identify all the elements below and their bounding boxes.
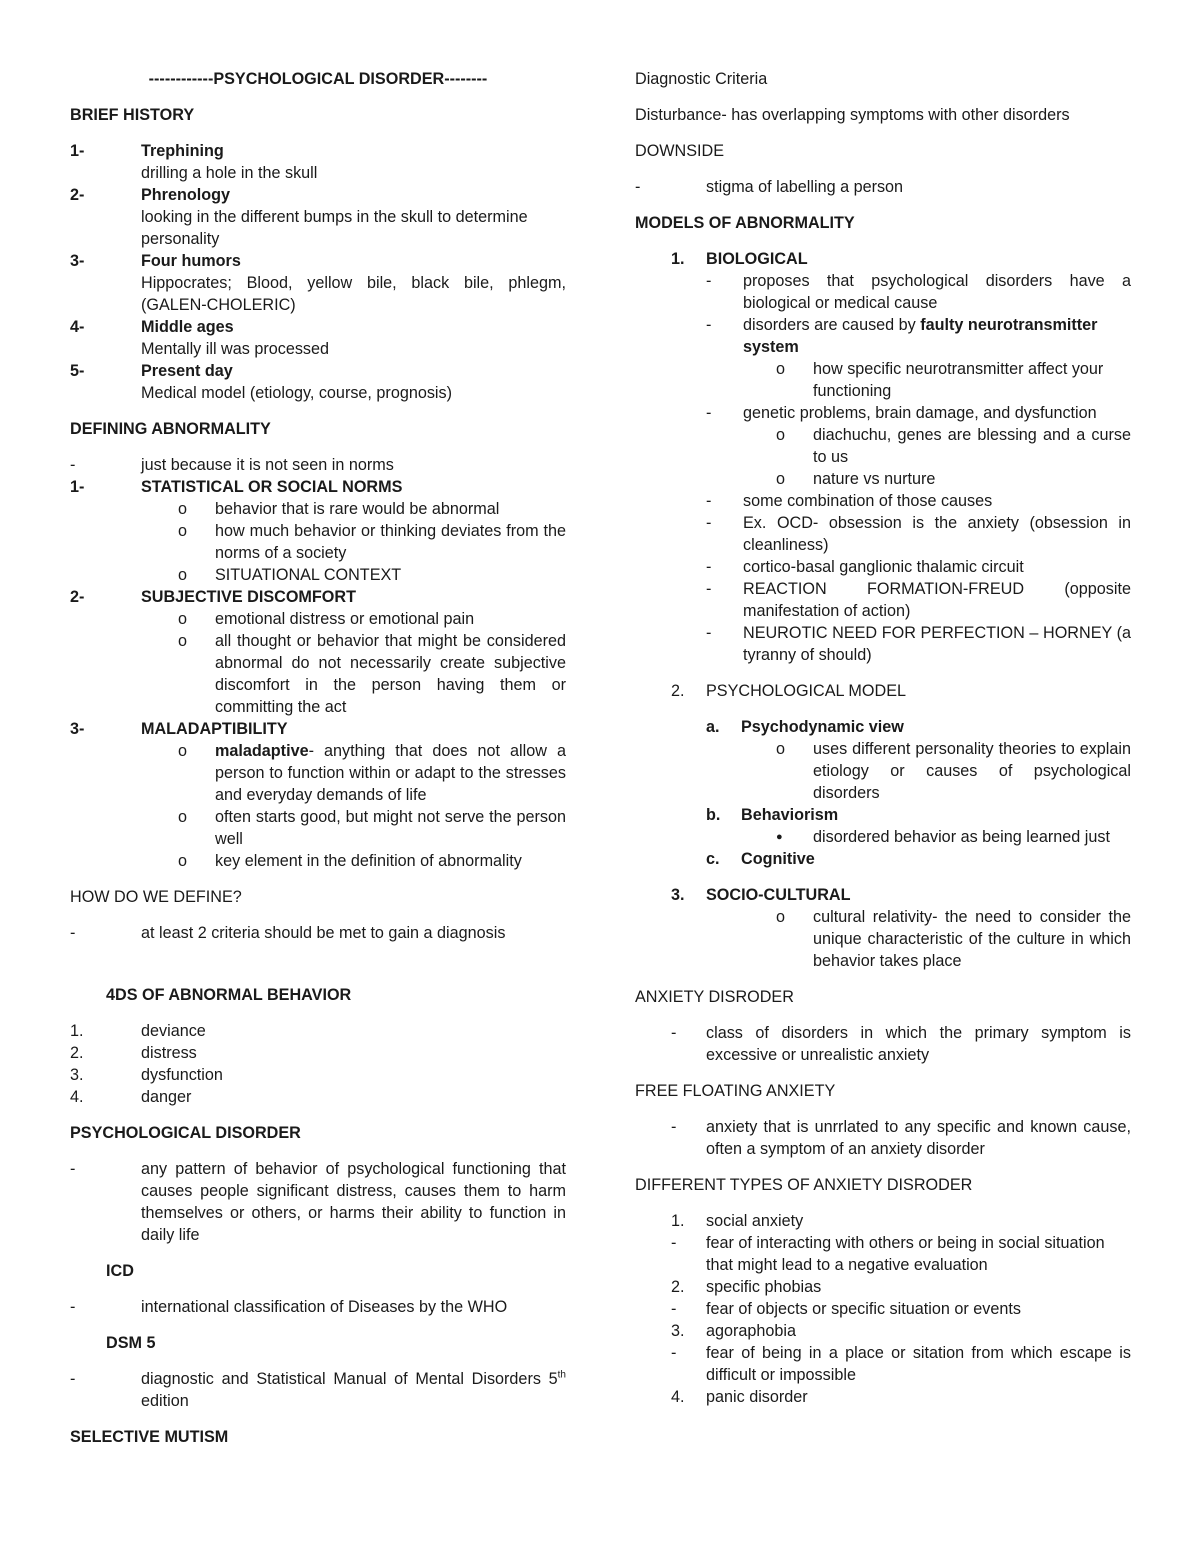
bio-bullet-1: - proposes that psychological disorders have a biological or medical cause bbox=[706, 272, 1131, 312]
defining-2-sub-2: o all thought or behavior that might be considered abnormal do not necessarily create subjective discomfort in the person having them or committing the act bbox=[178, 632, 566, 716]
defining-3-sub-1: o maladaptive- anything that does not allow a person to function within or adapt to the stresses and everyday demands of life bbox=[178, 742, 566, 804]
history-item-4: 4- Middle ages bbox=[70, 318, 234, 336]
socio-sub: o cultural relativity- the need to consider the unique characteristic of the culture in which behavior takes place bbox=[776, 908, 1131, 970]
history-item-2: 2- Phrenology bbox=[70, 186, 231, 204]
bio-bullet-3-sub-1: o diachuchu, genes are blessing and a curse to us bbox=[776, 426, 1131, 466]
history-desc-1: drilling a hole in the skull bbox=[141, 164, 318, 182]
type-1-desc: - fear of interacting with others or being in social situation that might lead to a negative evaluation bbox=[671, 1234, 1105, 1274]
icd-item: - international classification of Diseases by the WHO bbox=[70, 1298, 508, 1316]
type-2-desc: - fear of objects or specific situation or events bbox=[671, 1300, 1021, 1318]
defining-1-sub-3: o SITUATIONAL CONTEXT bbox=[178, 566, 402, 584]
icd-heading: ICD bbox=[106, 1262, 134, 1280]
anxiety-heading: ANXIETY DISRODER bbox=[635, 988, 794, 1006]
defining-1-sub-2: o how much behavior or thinking deviates from the norms of a society bbox=[178, 522, 566, 562]
downside-heading: DOWNSIDE bbox=[635, 142, 725, 160]
bio-bullet-8: - NEUROTIC NEED FOR PERFECTION – HORNEY (a tyranny of should) bbox=[706, 624, 1131, 664]
model-psychological: 2. PSYCHOLOGICAL MODEL bbox=[671, 682, 906, 700]
left-column bbox=[70, 68, 566, 1448]
psych-disorder-item: - any pattern of behavior of psychological functioning that causes people significant distress, causes them to harm themselves or others, or harms their ability to function in daily life bbox=[70, 1160, 566, 1244]
free-floating-heading: FREE FLOATING ANXIETY bbox=[635, 1082, 836, 1100]
bio-bullet-6: - cortico-basal ganglionic thalamic circuit bbox=[706, 558, 1024, 576]
defining-3-sub-2: o often starts good, but might not serve the person well bbox=[178, 808, 566, 848]
dsm-heading: DSM 5 bbox=[106, 1334, 156, 1352]
disturbance-line: Disturbance- has overlapping symptoms with other disorders bbox=[635, 106, 1070, 124]
models-heading: MODELS OF ABNORMALITY bbox=[635, 214, 855, 232]
how-define-item: - at least 2 criteria should be met to gain a diagnosis bbox=[70, 924, 506, 942]
four-ds-item-1: 1. deviance bbox=[70, 1022, 206, 1040]
free-floating-item: - anxiety that is unrrlated to any specific and known cause, often a symptom of an anxiety disorder bbox=[671, 1118, 1131, 1158]
type-3: 3. agoraphobia bbox=[671, 1322, 797, 1340]
history-item-1: 1- Trephining bbox=[70, 142, 224, 160]
type-3-desc: - fear of being in a place or sitation from which escape is difficult or impossible bbox=[671, 1344, 1131, 1384]
defining-2-sub-1: o emotional distress or emotional pain bbox=[178, 610, 475, 628]
bio-bullet-3: - genetic problems, brain damage, and dysfunction bbox=[706, 404, 1097, 422]
defining-heading: DEFINING ABNORMALITY bbox=[70, 420, 271, 438]
psych-a: a. Psychodynamic view bbox=[706, 718, 904, 736]
history-item-5: 5- Present day bbox=[70, 362, 233, 380]
model-socio-cultural: 3. SOCIO-CULTURAL bbox=[671, 886, 851, 904]
bio-bullet-5: - Ex. OCD- obsession is the anxiety (obsession in cleanliness) bbox=[706, 514, 1131, 554]
type-2: 2. specific phobias bbox=[671, 1278, 822, 1296]
document-title: ------------PSYCHOLOGICAL DISORDER-------- bbox=[148, 70, 488, 88]
history-desc-4: Mentally ill was processed bbox=[141, 340, 330, 358]
four-ds-item-2: 2. distress bbox=[70, 1044, 197, 1062]
defining-item-3: 3- MALADAPTIBILITY bbox=[70, 720, 288, 738]
history-desc-5: Medical model (etiology, course, prognosis) bbox=[141, 384, 452, 402]
defining-intro: - just because it is not seen in norms bbox=[70, 456, 394, 474]
bio-bullet-4: - some combination of those causes bbox=[706, 492, 993, 510]
four-ds-item-3: 3. dysfunction bbox=[70, 1066, 223, 1084]
defining-item-1: 1- STATISTICAL OR SOCIAL NORMS bbox=[70, 478, 403, 496]
type-4: 4. panic disorder bbox=[671, 1388, 808, 1406]
defining-1-sub-1: o behavior that is rare would be abnormal bbox=[178, 500, 500, 518]
how-define-heading: HOW DO WE DEFINE? bbox=[70, 888, 242, 906]
bio-bullet-3-sub-2: o nature vs nurture bbox=[776, 470, 936, 488]
anxiety-item: - class of disorders in which the primary symptom is excessive or unrealistic anxiety bbox=[671, 1024, 1131, 1064]
defining-3-sub-3: o key element in the definition of abnormality bbox=[178, 852, 522, 870]
type-1: 1. social anxiety bbox=[671, 1212, 804, 1230]
psych-b-sub: ● disordered behavior as being learned just bbox=[776, 828, 1110, 846]
history-item-3: 3- Four humors bbox=[70, 252, 241, 270]
dsm-item: - diagnostic and Statistical Manual of Mental Disorders 5th edition bbox=[70, 1369, 566, 1410]
brief-history-heading: BRIEF HISTORY bbox=[70, 106, 195, 124]
model-biological: 1. BIOLOGICAL bbox=[671, 250, 808, 268]
psych-b: b. Behaviorism bbox=[706, 806, 839, 824]
bio-bullet-7: - REACTION FORMATION-FREUD (opposite manifestation of action) bbox=[706, 580, 1131, 620]
history-desc-2: looking in the different bumps in the skull to determine personality bbox=[141, 208, 528, 248]
psych-a-sub: o uses different personality theories to explain etiology or causes of psychological disorders bbox=[776, 740, 1131, 802]
defining-item-2: 2- SUBJECTIVE DISCOMFORT bbox=[70, 588, 356, 606]
downside-item: - stigma of labelling a person bbox=[635, 178, 904, 196]
four-ds-heading: 4DS OF ABNORMAL BEHAVIOR bbox=[106, 986, 352, 1004]
bio-bullet-2-sub: o how specific neurotransmitter affect your functioning bbox=[776, 360, 1104, 400]
right-column bbox=[635, 68, 1131, 1408]
four-ds-item-4: 4. danger bbox=[70, 1088, 192, 1106]
bio-bullet-2: - disorders are caused by faulty neurotransmitter system bbox=[706, 316, 1098, 356]
types-heading: DIFFERENT TYPES OF ANXIETY DISRODER bbox=[635, 1176, 973, 1194]
history-desc-3: Hippocrates; Blood, yellow bile, black bile, phlegm, (GALEN-CHOLERIC) bbox=[141, 274, 566, 314]
psych-disorder-heading: PSYCHOLOGICAL DISORDER bbox=[70, 1124, 301, 1142]
psych-c: c. Cognitive bbox=[706, 850, 815, 868]
selective-mutism-heading: SELECTIVE MUTISM bbox=[70, 1428, 229, 1446]
diagnostic-criteria: Diagnostic Criteria bbox=[635, 70, 768, 88]
